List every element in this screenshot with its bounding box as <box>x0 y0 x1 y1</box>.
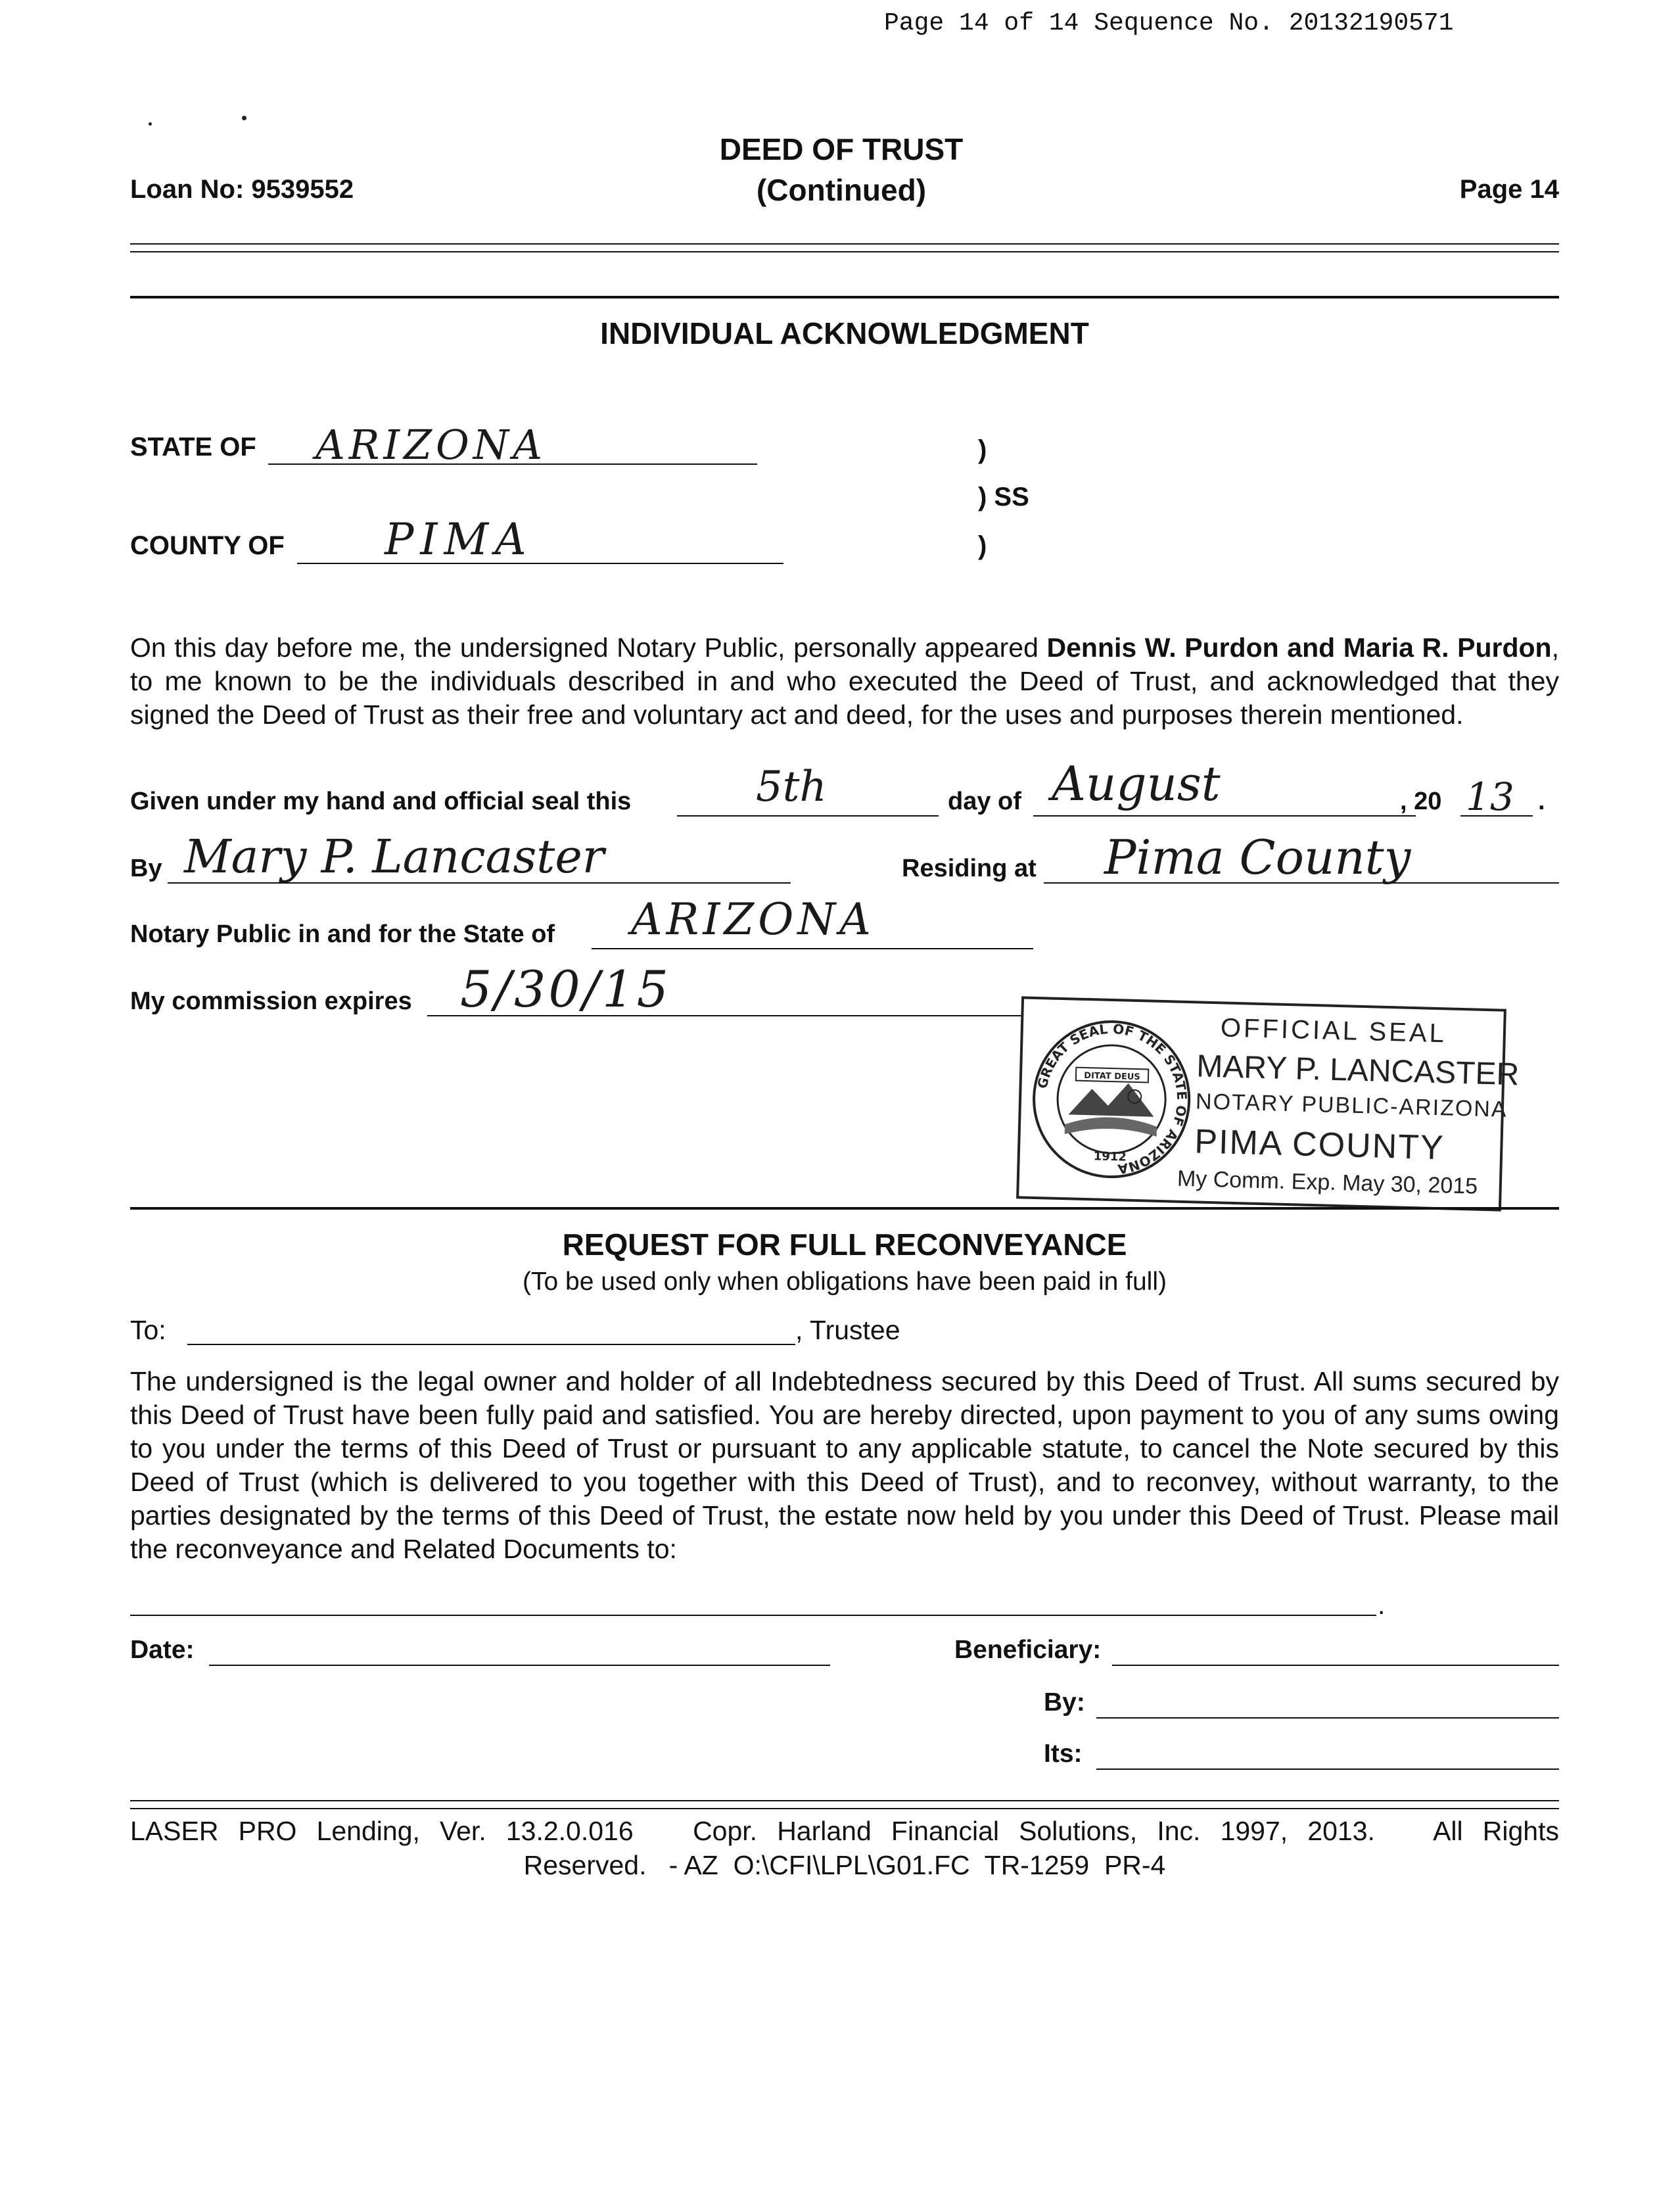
section-rule <box>130 296 1559 298</box>
reconveyance-body: The undersigned is the legal owner and holder of all Indebtedness secured by this Deed of Trust. All sums secured by this Deed of Trust have been fully paid and satisfied. You are hereby directed, upon payment to you of any sums owing to you under the terms of this Deed of Trust or pursuant to any applicable statute, to cancel the Note secured by this Deed of Trust (which is delivered to you together with this Deed of Trust), and to reconvey, without warranty, to the parties designated by the terms of this Deed of Trust, the estate now held by you under this Deed of Trust. Please mail the reconveyance and Related Documents to: <box>130 1366 1559 1564</box>
official-seal-stamp <box>1016 996 1520 1211</box>
year-handwritten: 13 <box>1466 774 1514 819</box>
svg-text:DITAT DEUS: DITAT DEUS <box>1084 1070 1140 1083</box>
acknowledgment-rest: , to me known to be the individuals described in and who executed the Deed of Trust, and acknowledged that they signed the Deed of Trust as their free and voluntary act and deed, for the uses and purposes therein mentioned. <box>130 632 1559 730</box>
residing-handwritten: Pima County <box>1104 830 1411 885</box>
date-line[interactable] <box>209 1665 830 1666</box>
commission-label: My commission expires <box>130 987 412 1015</box>
beneficiary-by-line[interactable] <box>1096 1717 1559 1719</box>
day-of-label: day of <box>948 788 1021 815</box>
county-field-line[interactable] <box>297 563 783 564</box>
loan-number: Loan No: 9539552 <box>130 175 354 204</box>
year-prefix: , 20 <box>1400 788 1442 815</box>
given-day-line[interactable] <box>677 815 939 817</box>
given-label: Given under my hand and official seal this <box>130 788 632 815</box>
acknowledgment-body <box>130 631 1559 732</box>
state-label: STATE OF <box>130 433 256 462</box>
footer-line-2: Reserved. - AZ O:\CFI\LPL\G01.FC TR-1259 PR-4 <box>523 1850 1166 1880</box>
seal-line-4: PIMA COUNTY <box>1194 1122 1445 1168</box>
acknowledgment-intro: On this day before me, the undersigned Notary Public, personally appeared <box>130 632 1047 663</box>
footer-rule <box>130 1800 1559 1801</box>
arizona-state-seal-icon <box>1027 1015 1196 1183</box>
beneficiary-by-label: By: <box>1044 1688 1085 1717</box>
given-month-handwritten: August <box>1052 756 1221 811</box>
header-rule <box>130 243 1559 245</box>
appearing-parties: Dennis W. Purdon and Maria R. Purdon <box>1046 632 1552 663</box>
county-handwritten: PIMA <box>385 514 533 565</box>
trustee-label: , Trustee <box>795 1315 900 1345</box>
seal-line-2: MARY P. LANCASTER <box>1196 1049 1520 1093</box>
county-label: COUNTY OF <box>130 531 285 560</box>
paren-3: ) <box>978 531 987 560</box>
document-title: DEED OF TRUST <box>719 132 964 166</box>
to-label: To: <box>130 1315 166 1345</box>
given-day-handwritten: 5th <box>756 763 827 811</box>
svg-text:GREAT SEAL OF THE STATE OF ARI: GREAT SEAL OF THE STATE OF ARIZONA <box>1034 1020 1190 1177</box>
year-period: . <box>1538 788 1545 815</box>
scan-speck <box>242 116 246 120</box>
state-handwritten: ARIZONA <box>315 421 546 469</box>
scan-speck <box>149 122 152 126</box>
acknowledgment-title: INDIVIDUAL ACKNOWLEDGMENT <box>600 316 1089 350</box>
beneficiary-its-line[interactable] <box>1096 1768 1559 1770</box>
reconveyance-rule <box>130 1207 1559 1210</box>
seal-line-1: OFFICIAL SEAL <box>1220 1013 1447 1049</box>
address-period: . <box>1378 1590 1386 1620</box>
seal-line-3: NOTARY PUBLIC-ARIZONA <box>1195 1089 1508 1122</box>
seal-line-5: My Comm. Exp. May 30, 2015 <box>1177 1166 1478 1199</box>
paren-ss: ) SS <box>978 483 1029 511</box>
svg-text:1912: 1912 <box>1093 1149 1127 1164</box>
notary-state-label: Notary Public in and for the State of <box>130 920 555 948</box>
beneficiary-label: Beneficiary: <box>954 1636 1102 1664</box>
reconveyance-subtitle: (To be used only when obligations have been paid in full) <box>523 1268 1167 1296</box>
document-subtitle: (Continued) <box>756 173 927 207</box>
page-sequence: Page 14 of 14 Sequence No. 20132190571 <box>884 9 1454 37</box>
reconveyance-title: REQUEST FOR FULL RECONVEYANCE <box>562 1227 1127 1262</box>
footer-line-1: LASER PRO Lending, Ver. 13.2.0.016 Copr. Harland Financial Solutions, Inc. 1997, 2013. All Rights <box>130 1816 1559 1846</box>
residing-label: Residing at <box>902 855 1037 882</box>
header-rule <box>130 251 1559 252</box>
paren-1: ) <box>978 435 987 464</box>
notary-state-handwritten: ARIZONA <box>631 894 875 945</box>
notary-state-line[interactable] <box>592 948 1033 949</box>
commission-handwritten: 5/30/15 <box>460 960 671 1018</box>
footer-rule <box>130 1808 1559 1809</box>
beneficiary-its-label: Its: <box>1044 1740 1083 1768</box>
mailing-address-line[interactable] <box>130 1615 1376 1616</box>
given-month-line[interactable] <box>1033 815 1416 817</box>
date-label: Date: <box>130 1636 195 1664</box>
by-label: By <box>130 855 162 882</box>
beneficiary-line[interactable] <box>1112 1665 1559 1666</box>
notary-signature: Mary P. Lancaster <box>184 830 605 884</box>
trustee-name-line[interactable] <box>187 1344 795 1345</box>
page-number: Page 14 <box>1459 175 1559 204</box>
